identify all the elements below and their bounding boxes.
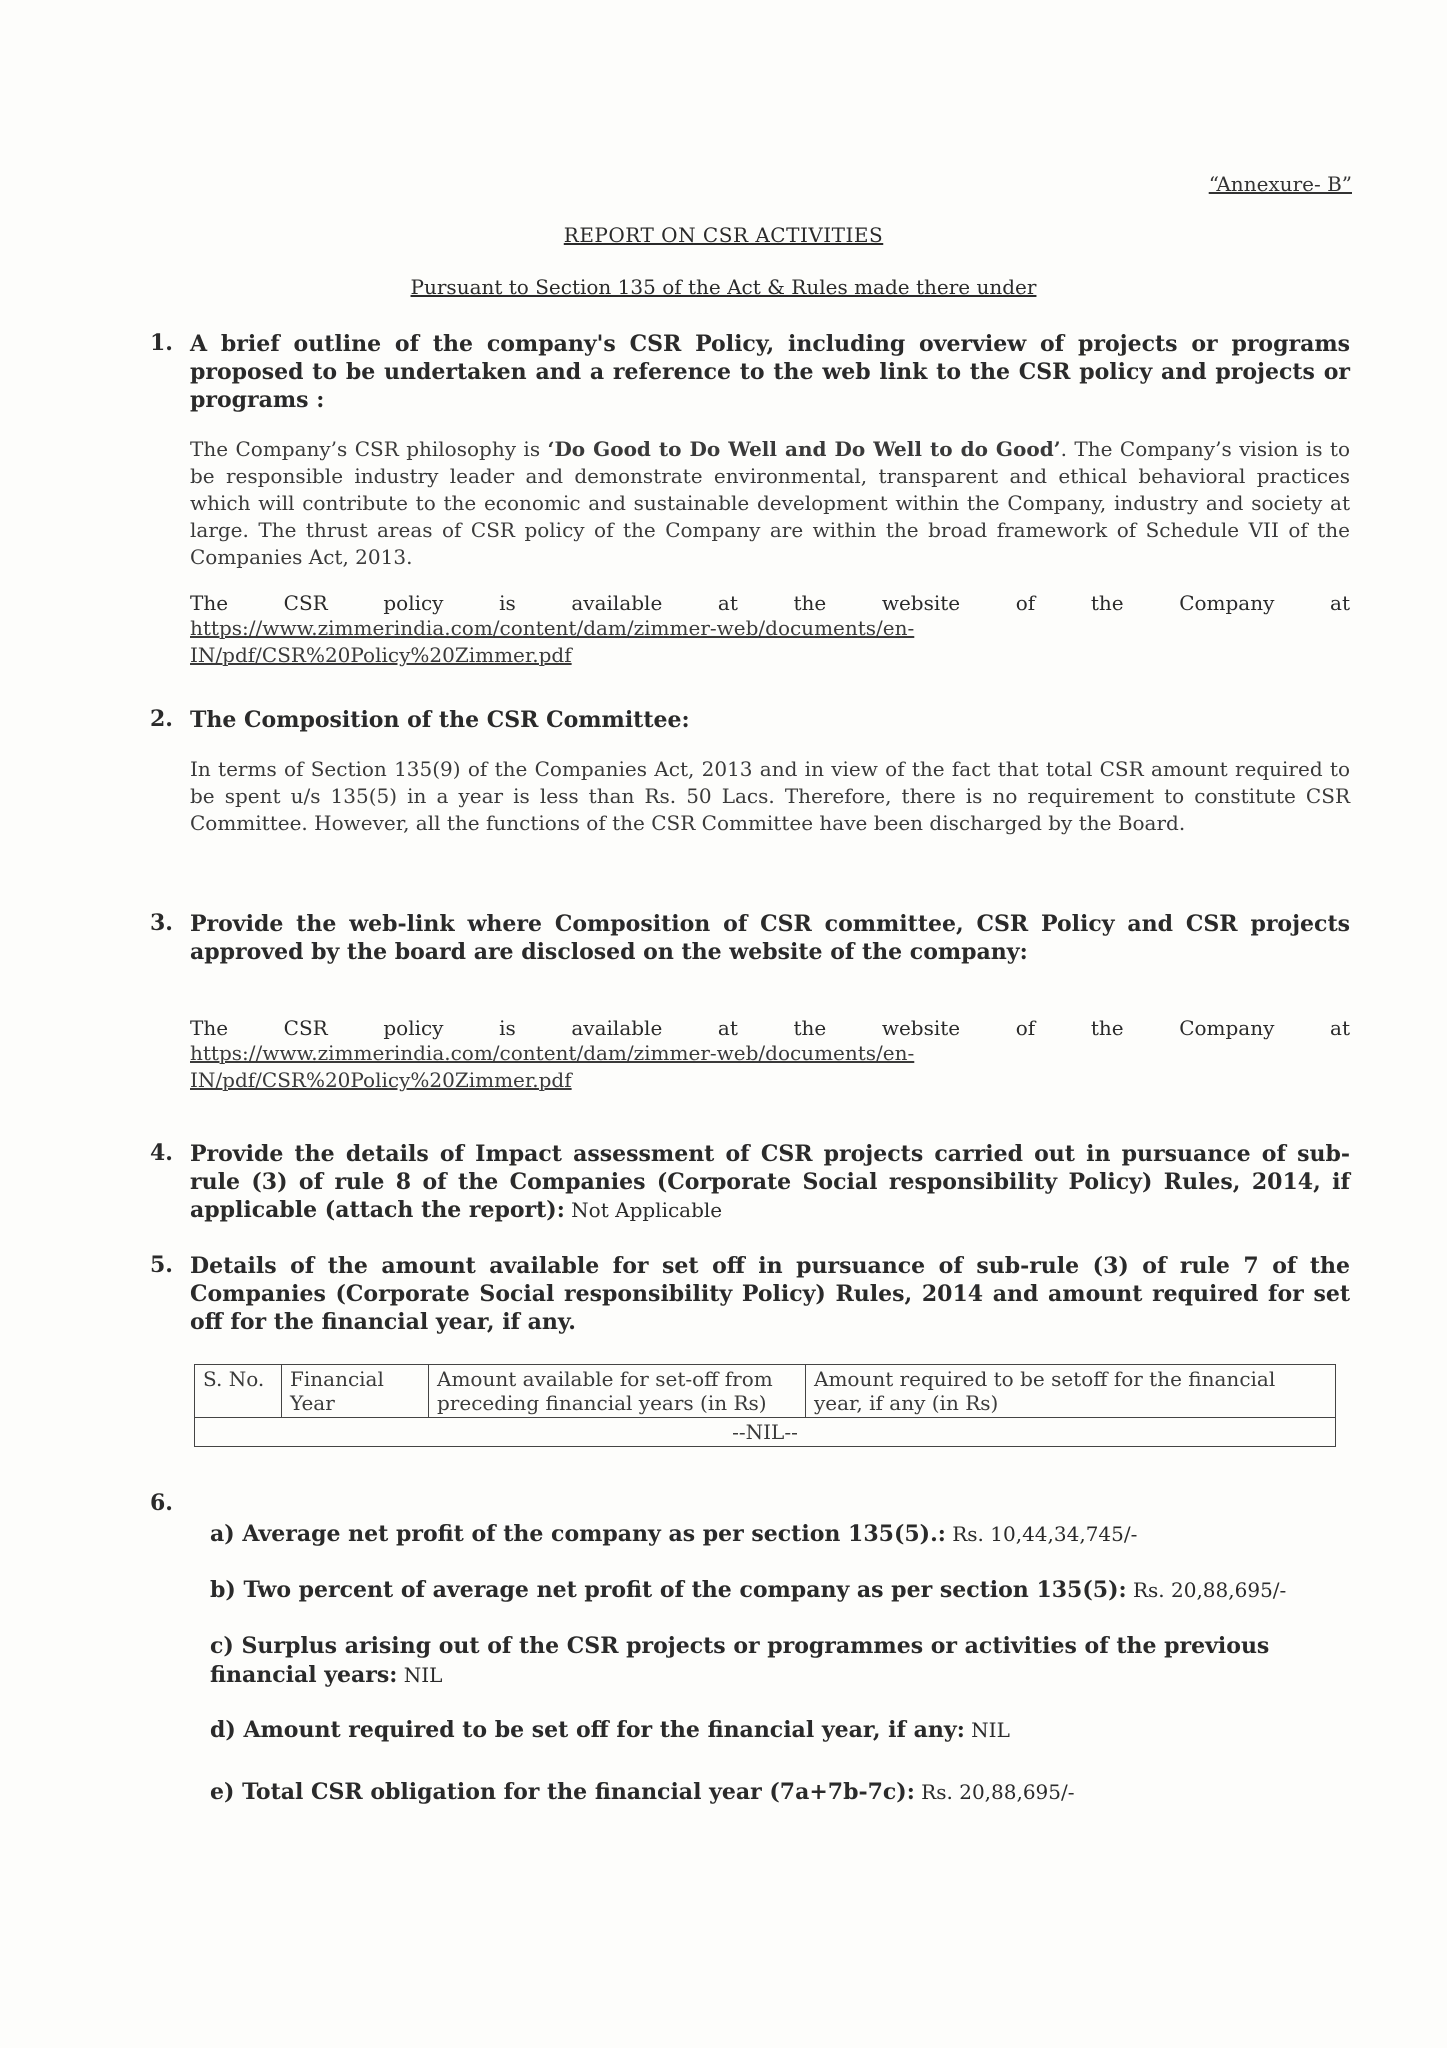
section-number: 3. xyxy=(150,910,173,936)
section-3 xyxy=(150,910,1350,1094)
table-cell-nil: --NIL-- xyxy=(195,1418,1336,1447)
policy-availability-line: The CSR policy is available at the website of the Company at xyxy=(190,1016,1350,1040)
section-number: 1. xyxy=(150,330,173,356)
policy-link[interactable]: https://www.zimmerindia.com/content/dam/zimmer-web/documents/en- IN/pdf/CSR%20Policy%20Zimmer.pdf xyxy=(190,616,915,667)
annexure-label: “Annexure- B” xyxy=(1208,172,1352,196)
section-body: The Company’s CSR philosophy is ‘Do Good to Do Well and Do Well to do Good’. The Company’s vision is to be responsible industry leader and demonstrate environmental, transparent and ethical behavioral practices which will contribute to the economic and sustainable development within the Company, industry and society at large. The thrust areas of CSR policy of the Company are within the broad framework of Schedule VII of the Companies Act, 2013. xyxy=(190,437,1350,569)
setoff-table xyxy=(194,1364,1336,1447)
report-title: REPORT ON CSR ACTIVITIES xyxy=(563,223,884,247)
philosophy-quote: ‘Do Good to Do Well and Do Well to do Good’ xyxy=(547,437,1061,461)
section-2 xyxy=(150,706,1350,837)
section-5 xyxy=(150,1252,1350,1336)
policy-availability-line: The CSR policy is available at the website of the Company at xyxy=(190,591,1350,615)
policy-link[interactable]: https://www.zimmerindia.com/content/dam/zimmer-web/documents/en- IN/pdf/CSR%20Policy%20Zimmer.pdf xyxy=(190,1041,915,1092)
section-4 xyxy=(150,1140,1350,1224)
item-6d: d) Amount required to be set off for the financial year, if any: NIL xyxy=(210,1717,1010,1743)
table-header: Financial Year xyxy=(282,1365,429,1418)
item-6b: b) Two percent of average net profit of the company as per section 135(5): Rs. 20,88,695/- xyxy=(210,1577,1287,1603)
section-heading: Details of the amount available for set off in pursuance of sub-rule (3) of rule 7 of the Companies (Corporate Social responsibility Policy) Rules, 2014 and amount required for set off for the financial year, if any. xyxy=(190,1253,1350,1335)
section-number: 5. xyxy=(150,1252,173,1278)
item-6a: a) Average net profit of the company as per section 135(5).: Rs. 10,44,34,745/- xyxy=(210,1521,1138,1547)
table-header-row xyxy=(195,1365,1336,1418)
section-heading: Provide the details of Impact assessment of CSR projects carried out in pursuance of sub-rule (3) of rule 8 of the Companies (Corporate Social responsibility Policy) Rules, 2014, if applicable (attach the report): Not Applicable xyxy=(190,1141,1350,1223)
section-heading: A brief outline of the company's CSR Policy, including overview of projects or programs proposed to be undertaken and a reference to the web link to the CSR policy and projects or programs : xyxy=(190,331,1350,413)
report-subtitle: Pursuant to Section 135 of the Act & Rules made there under xyxy=(410,275,1037,299)
section-number: 2. xyxy=(150,706,173,732)
section-heading: The Composition of the CSR Committee: xyxy=(190,707,690,733)
table-header: Amount available for set-off from preceding financial years (in Rs) xyxy=(429,1365,806,1418)
item-6e: e) Total CSR obligation for the financial year (7a+7b-7c): Rs. 20,88,695/- xyxy=(210,1779,1075,1805)
section-number: 4. xyxy=(150,1140,173,1166)
section-heading: Provide the web-link where Composition of CSR committee, CSR Policy and CSR projects approved by the board are disclosed on the website of the company: xyxy=(190,911,1350,965)
table-row xyxy=(195,1418,1336,1447)
section-number: 6. xyxy=(150,1490,173,1516)
section-1 xyxy=(150,330,1350,669)
table-header: S. No. xyxy=(195,1365,282,1418)
item-6c: c) Surplus arising out of the CSR projects or programmes or activities of the previous financial years: NIL xyxy=(210,1633,1270,1688)
section-value: Not Applicable xyxy=(564,1198,723,1222)
section-body: In terms of Section 135(9) of the Companies Act, 2013 and in view of the fact that total CSR amount required to be spent u/s 135(5) in a year is less than Rs. 50 Lacs. Therefore, there is no requirement to constitute CSR Committee. However, all the functions of the CSR Committee have been discharged by the Board. xyxy=(190,757,1350,835)
table-header: Amount required to be setoff for the financial year, if any (in Rs) xyxy=(806,1365,1336,1418)
